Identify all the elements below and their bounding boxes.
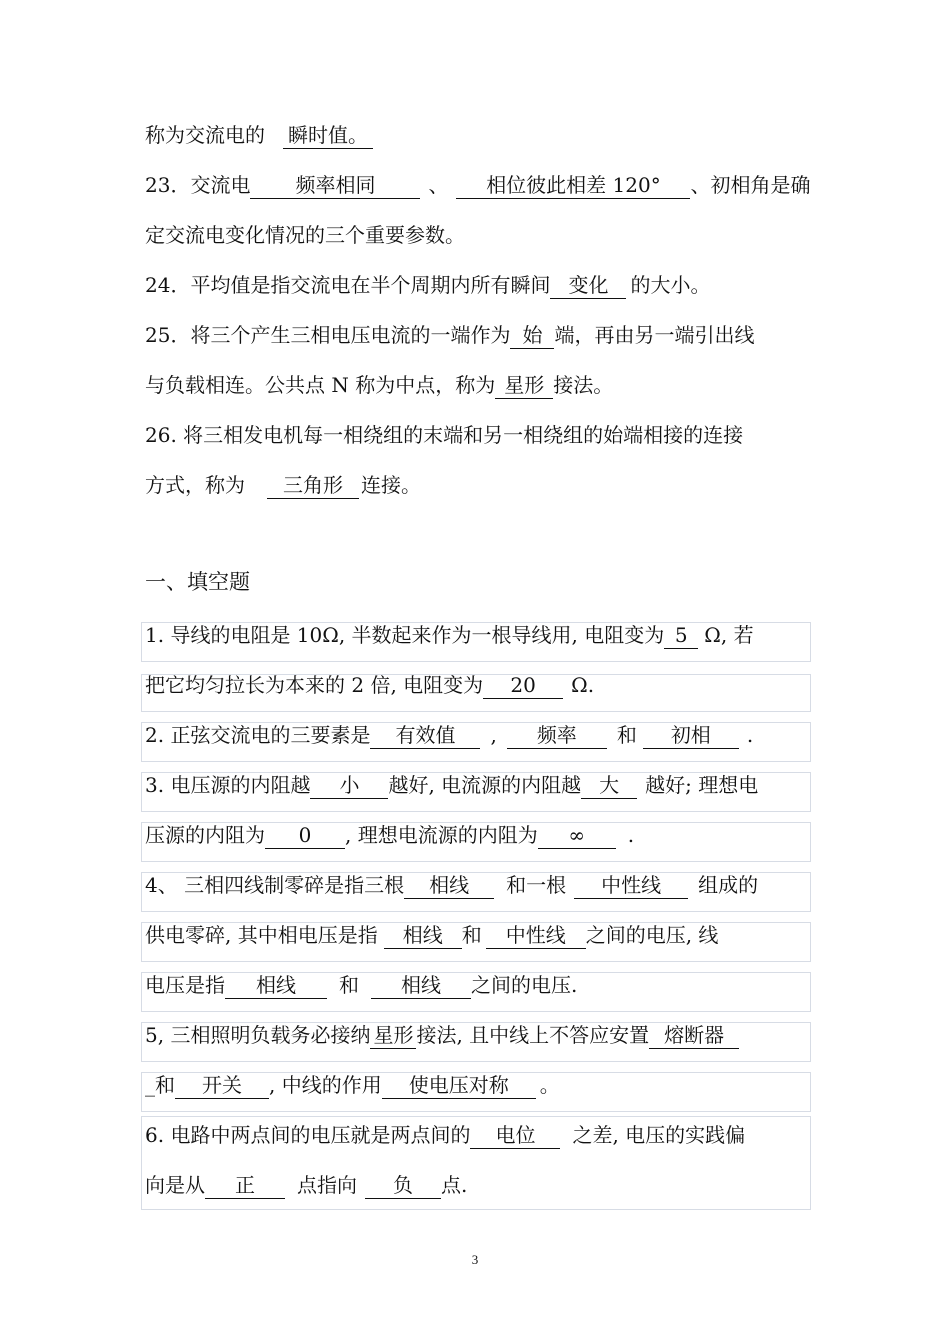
question-line (145, 670, 810, 720)
question-line (145, 620, 810, 670)
line-text: Ω, 若 (704, 623, 754, 647)
text-line (145, 470, 810, 520)
line-text: 连接。 (361, 473, 421, 497)
answer-blank: 相线 (371, 972, 471, 999)
text-line (145, 270, 810, 320)
answer-blank: 20 (483, 672, 563, 699)
line-text: 的大小。 (630, 273, 711, 297)
line-text: 向是从 (145, 1173, 205, 1197)
line-text: 点. (441, 1173, 468, 1197)
text-line (145, 120, 810, 170)
answer-blank: 电位 (470, 1122, 560, 1149)
line-text: 接法。 (553, 373, 614, 397)
line-text: 4、 三相四线制零碎是指三根 (145, 873, 405, 897)
answer-blank: 星形 (370, 1022, 416, 1049)
line-text: , 中线的作用 (269, 1073, 382, 1097)
line-text: , 理想电流源的内阻为 (345, 823, 538, 847)
line-text: 3. 电压源的内阻越 (145, 773, 311, 797)
answer-blank: 相线 (225, 972, 327, 999)
section-title: 一、填空题 (145, 570, 250, 594)
page-number: 3 (471, 1252, 479, 1267)
line-text: 、初相角是确 (690, 173, 811, 197)
answer-blank: 小 (310, 772, 388, 799)
line-text: 越好; 理想电 (645, 773, 759, 797)
line-text: 5, 三相照明负载务必接纳 (145, 1023, 371, 1047)
question-line (145, 820, 810, 870)
line-text: 电压是指 (145, 973, 225, 997)
answer-blank: 瞬时值。 (283, 122, 373, 149)
answer-blank: ∞ (538, 822, 616, 849)
line-text: 定交流电变化情况的三个重要参数。 (145, 223, 465, 247)
line-text: 组成的 (698, 873, 759, 897)
line-text: 之间的电压. (471, 973, 578, 997)
answer-blank: 相线 (404, 872, 494, 899)
answer-blank: 始 (510, 322, 554, 349)
line-text: . (627, 823, 635, 847)
line-text: 2. 正弦交流电的三要素是 (145, 723, 371, 747)
answer-blank: 三角形 (267, 472, 359, 499)
answer-blank: 熔断器 (649, 1022, 739, 1049)
line-text: Ω. (571, 673, 595, 697)
line-text: . (746, 723, 754, 747)
line-text: 和 (616, 723, 637, 747)
line-text: 和一根 (506, 873, 567, 897)
line-text: 1. 导线的电阻是 10Ω, 半数起来作为一根导线用, 电阻变为 (145, 623, 665, 647)
line-text: 和 (339, 973, 359, 997)
line-text: 把它均匀拉长为本来的 2 倍, 电阻变为 (145, 673, 484, 697)
answer-blank: 开关 (175, 1072, 269, 1099)
answer-blank: 正 (205, 1172, 285, 1199)
question-line (145, 970, 810, 1020)
answer-blank: 相位彼此相差 120° (456, 172, 690, 199)
question-line (145, 770, 810, 820)
answer-blank: 中性线 (574, 872, 688, 899)
answer-blank: 频率相同 (250, 172, 420, 199)
line-text: 。 (539, 1073, 560, 1097)
answer-blank: 5 (664, 622, 698, 649)
line-text: 24．平均值是指交流电在半个周期内所有瞬间 (145, 273, 551, 297)
answer-blank: 0 (265, 822, 345, 849)
line-text: 供电零碎, 其中相电压是指 (145, 923, 378, 947)
line-text: 6. 电路中两点间的电压就是两点间的 (145, 1123, 471, 1147)
line-text: 越好, 电流源的内阻越 (388, 773, 582, 797)
line-text: 接法, 且中线上不答应安置 (416, 1023, 650, 1047)
line-text: 方式，称为 (145, 473, 245, 497)
line-text: 端，再由另一端引出线 (554, 323, 755, 347)
answer-blank: 中性线 (486, 922, 586, 949)
question-line (145, 1170, 810, 1220)
line-text: 之间的电压, 线 (585, 923, 719, 947)
answer-blank: 负 (365, 1172, 441, 1199)
question-line (145, 870, 810, 920)
line-text: 、 (428, 173, 449, 197)
question-line (145, 1120, 810, 1170)
line-text: 25．将三个产生三相电压电流的一端作为 (145, 323, 511, 347)
question-line (145, 1070, 810, 1120)
line-text: 之差, 电压的实践偏 (572, 1123, 746, 1147)
text-line (145, 320, 810, 370)
answer-blank: 有效值 (370, 722, 480, 749)
answer-blank: 变化 (550, 272, 626, 299)
line-text: 26. 将三相发电机每一相绕组的末端和另一相绕组的始端相接的连接 (145, 423, 744, 447)
question-line (145, 1020, 810, 1070)
text-line (145, 170, 810, 220)
line-text: 压源的内阻为 (145, 823, 265, 847)
answer-blank: 相线 (384, 922, 462, 949)
text-line (145, 220, 810, 270)
answer-blank: 星形 (495, 372, 553, 399)
line-text: , (490, 723, 497, 747)
answer-blank: 使电压对称 (382, 1072, 536, 1099)
line-text: 和 (461, 923, 482, 947)
question-line (145, 920, 810, 970)
text-line (145, 370, 810, 420)
line-text: 23．交流电 (145, 173, 251, 197)
answer-blank: 大 (581, 772, 637, 799)
answer-blank: 频率 (507, 722, 607, 749)
text-line (145, 420, 810, 470)
line-text: 与负载相连。公共点 N 称为中点，称为 (145, 373, 496, 397)
question-line (145, 720, 810, 770)
line-text: _和 (145, 1073, 175, 1097)
line-text: 点指向 (297, 1173, 357, 1197)
line-text: 称为交流电的 (145, 123, 265, 147)
answer-blank: 初相 (643, 722, 739, 749)
